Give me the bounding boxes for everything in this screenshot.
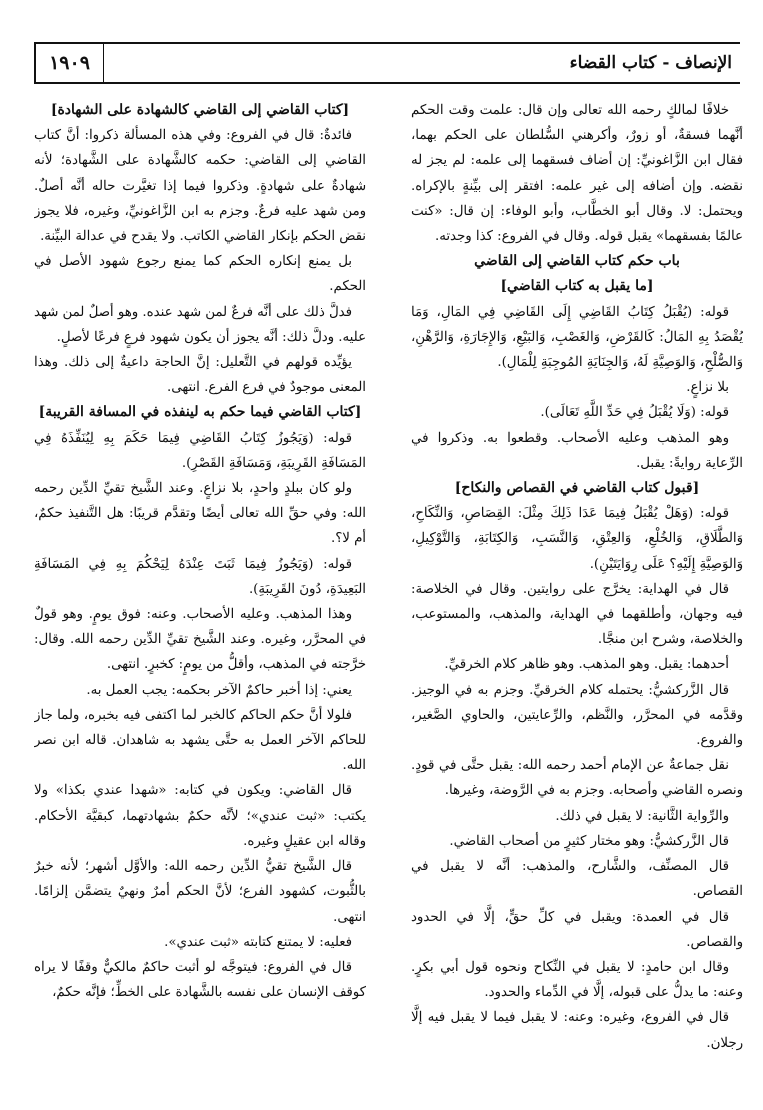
paragraph: قوله: (وَلَا يُقْبَلُ فِي حَدِّ اللَّهِ تَعَالَى).: [540, 405, 729, 421]
paragraph: يؤيِّده قولهم في التَّعليل: إنَّ الحاجة داعيةٌ إلى ذلك. وهذا المعنى موجودٌ في فرع الفرع. انتهى.: [34, 355, 366, 396]
page-number: ١٩٠٩: [34, 42, 104, 84]
paragraph: قوله: (يُقْبَلُ كِتَابُ القَاضِي إِلَى القَاضِي فِي المَالِ، وَمَا يُقْصَدُ بِهِ المَالُ: كَالقَرْضِ، وَالغَصْبِ، وَالبَيْعِ، وَالإِجَارَةِ، وَالرَّهْنِ، وَالصُّلْحِ، وَالوَصِيَّةِ لَهُ، وَالجِنَايَةِ المُوجِبَةِ لِلْمَالِ).: [411, 304, 743, 371]
paragraph: قال في الهداية: يخرَّج على روايتين. وقال في الخلاصة: فيه وجهان، وأطلقهما في الهداية، والمذهب، والمستوعب، والخلاصة، وشرح ابن منجَّا.: [411, 581, 743, 648]
paragraph: قال في الفروع، وغيره: وعنه: لا يقبل فيما لا يقبل فيه إلَّا رجلان.: [411, 1010, 743, 1051]
paragraph: قال المصنِّف، والشَّارح، والمذهب: أنَّه لا يقبل في القصاص.: [411, 859, 743, 900]
paragraph: فلولا أنَّ حكم الحاكم كالخبر لما اكتفى فيه بخبره، ولما جاز للحاكم الآخر العمل به حتَّى يشهد به شاهدان. قاله ابن نصر الله.: [34, 707, 366, 774]
paragraph: قال في الفروع: فيتوجَّه لو أثبت حاكمٌ مالكيٌّ وقفًا لا يراه كوقف الإنسان على نفسه بالشَّهادة على الخطِّ؛ فإنَّه حكمٌ،: [34, 959, 366, 1001]
paragraph: وهو المذهب وعليه الأصحاب. وقطعوا به. وذكروا في الرِّعاية روايةً: يقبل.: [411, 430, 743, 471]
paragraph: وقال ابن حامدٍ: لا يقبل في النِّكاح ونحوه قول أبي بكرٍ. وعنه: ما يدلُّ على قبوله، إلَّا في الدِّماء والحدود.: [411, 959, 743, 1001]
paragraph: قوله: (وَيَجُوزُ كِتَابُ القَاضِي فِيمَا حَكَمَ بِهِ لِيُنَفِّذَهُ فِي المَسَافَةِ القَرِيبَةِ، وَمَسَافَةِ القَصْرِ).: [34, 430, 366, 471]
section-heading: [ما يقبل به كتاب القاضي]: [500, 278, 654, 295]
paragraph: قال القاضي: ويكون في كتابه: «شهدا عندي بكذا» ولا يكتب: «ثبت عندي»؛ لأنَّه حكمٌ بشهادتهما، كبقيَّة الأحكام. وقاله ابن عقيلٍ وغيره.: [34, 783, 366, 849]
right-column: [411, 98, 743, 1098]
paragraph: بلا نزاعٍ.: [686, 380, 729, 396]
paragraph: قال الزَّركشيُّ: وهو مختار كثيرٍ من أصحاب القاضي.: [449, 833, 729, 849]
paragraph: يعني: إذا أخبر حاكمٌ الآخر بحكمه: يجب العمل به.: [86, 682, 352, 698]
page-header: [34, 42, 740, 86]
left-column: [34, 98, 366, 1098]
paragraph: أحدهما: يقبل. وهو المذهب. وهو ظاهر كلام الخرقيِّ.: [444, 657, 729, 673]
paragraph: فعليه: لا يمتنع كتابته «ثبت عندي».: [164, 934, 352, 950]
paragraph: قال الشَّيخ تقيُّ الدِّين رحمه الله: والأوَّل أشهر؛ لأنه خبرٌ بالثُّبوت، كشهود الفرع؛ لأنَّ الحكم أمرٌ ونهيٌ يتضمَّن إلزامًا. انتهى.: [34, 859, 366, 925]
running-title: الإنصاف - كتاب القضاء: [104, 42, 740, 84]
paragraph: والرِّواية الثَّانية: لا يقبل في ذلك.: [555, 808, 729, 824]
paragraph: قوله: (وَيَجُوزُ فِيمَا ثَبَتَ عِنْدَهُ لِيَحْكُمَ بِهِ فِي المَسَافَةِ البَعِيدَةِ، دُونَ القَرِيبَةِ).: [34, 556, 366, 597]
section-heading: [قبول كتاب القاضي في القصاص والنكاح]: [454, 480, 700, 497]
paragraph: نقل جماعةٌ عن الإمام أحمد رحمه الله: يقبل حتَّى في قودٍ. ونصره القاضي وأصحابه. وجزم به في الرَّوضة، وغيرها.: [411, 758, 743, 799]
section-heading: [كتاب القاضي إلى القاضي كالشهادة على الشهادة]: [50, 102, 350, 118]
paragraph: بل يمنع إنكاره الحكم كما يمنع رجوع شهود الأصل في الحكم.: [34, 254, 366, 295]
paragraph: قال في العمدة: ويقبل في كلِّ حقٍّ، إلَّا في الحدود والقصاص.: [411, 909, 743, 950]
paragraph: فائدةٌ: قال في الفروع: وفي هذه المسألة ذكروا: أنَّ كتاب القاضي إلى القاضي: حكمه كالشَّهادة على الشَّهادة؛ لأنه شهادةٌ على شهادةٍ. وذكروا فيما إذا تغيَّرت حاله أنَّه أصلٌ. ومن شهد عليه فرعٌ. وجزم به ابن الزَّاغونيِّ، وغيره، فلا يجوز نقض الحكم بإنكار القاضي الكاتب. ولا يقدح في عدالة البيِّنة.: [34, 128, 366, 245]
paragraph: قال الزَّركشيُّ: يحتمله كلام الخرقيِّ. وجزم به في الوجيز. وقدَّمه في المحرَّر، والنَّظم، والرِّعايتين، والحاوي الصَّغير، والفروع.: [411, 682, 743, 749]
paragraph: قوله: (وَهَلْ يُقْبَلُ فِيمَا عَدَا ذَلِكَ مِثْلَ: القِصَاصِ، وَالنِّكَاحِ، وَالطَّلَاقِ، وَالخُلْعِ، وَالعِتْقِ، وَالنَّسَبِ، وَالكِتَابَةِ، وَالتَّوْكِيلِ، وَالوَصِيَّةِ إِلَيْهِ؟ عَلَى رِوَايَتَيْنِ).: [411, 506, 743, 572]
section-heading: [كتاب القاضي فيما حكم به لينفذه في المسافة القريبة]: [38, 404, 362, 421]
paragraph: خلافًا لمالكٍ رحمه الله تعالى وإن قال: علمت وقت الحكم أنَّهما فسقةٌ، أو زورٌ، وأكرهني السُّلطان على الحكم بهما، فقال ابن الزَّاغونيِّ: إن أضاف فسقهما إلى علمه: لم يجز له نقضه. وإن أضافه إلى غير علمه: افتقر إلى بيِّنةٍ بالإكراه. ويحتمل: لا. وقال أبو الخطَّاب، وأبو الوفاء: إن قال: «كنت عالمًا بفسقهما» يقبل قوله. وقال في الفروع: كذا وجدته.: [411, 103, 743, 245]
paragraph: فدلَّ ذلك على أنَّه فرعٌ لمن شهد عنده. وهو أصلٌ لمن شهد عليه. ودلَّ ذلك: أنَّه يجوز أن يكون شهود فرعٍ فرعًا لأصلٍ.: [34, 304, 366, 345]
section-heading: باب حكم كتاب القاضي إلى القاضي: [474, 253, 680, 270]
paragraph: ولو كان ببلدٍ واحدٍ، بلا نزاعٍ. وعند الشَّيخ تقيِّ الدِّين رحمه الله: وفي حقِّ الله تعالى أيضًا وتقدَّم قريبًا: هل التَّنفيذ حكمٌ، أم لا؟.: [34, 481, 366, 547]
paragraph: وهذا المذهب. وعليه الأصحاب. وعنه: فوق يومٍ. وهو قولٌ في المحرَّر، وغيره. وعند الشَّيخ تقيِّ الدِّين رحمه الله. وقال: خرَّجته في المذهب، وأقلُّ من يومٍ: كخبرٍ. انتهى.: [34, 607, 366, 673]
